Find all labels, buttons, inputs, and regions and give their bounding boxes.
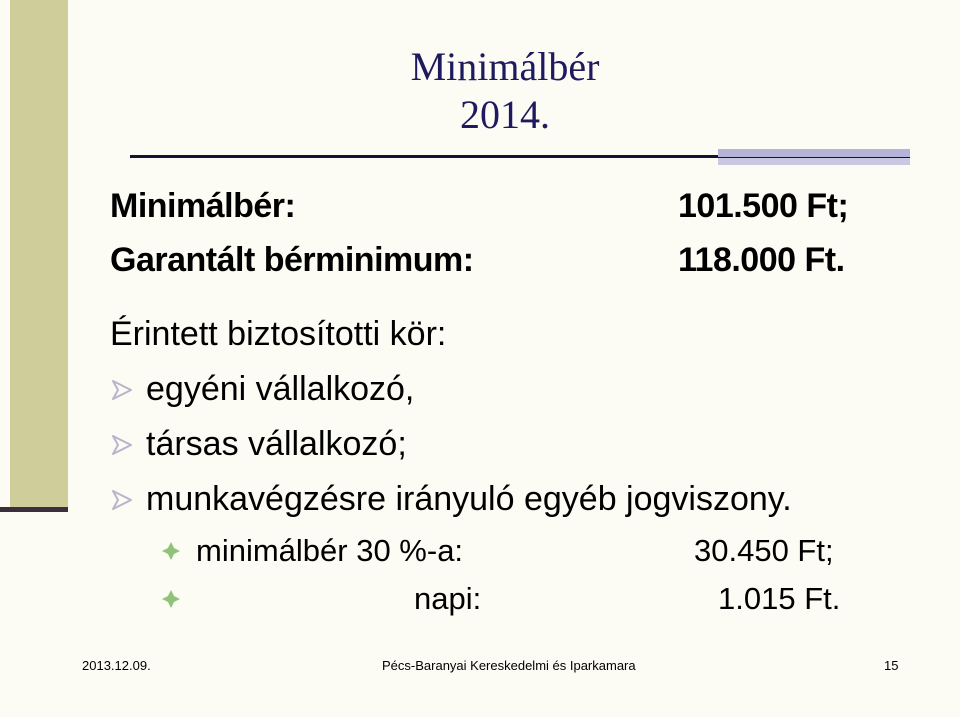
footer-page-number: 15 [884, 658, 899, 673]
diamond-bullet-icon [160, 540, 182, 562]
arrow-bullet-icon [110, 433, 134, 457]
slide-title-line1: Minimálbér [410, 44, 600, 89]
footer-date: 2013.12.09. [82, 658, 151, 673]
title-divider-accent-lower [718, 158, 910, 165]
left-strip-base-line [0, 507, 68, 512]
arrow-bullet-icon [110, 378, 134, 402]
affected-heading: Érintett biztosítotti kör: [110, 315, 447, 353]
diamond-bullet-icon [160, 588, 182, 610]
min-wage-label: Minimálbér: [110, 187, 296, 225]
bullet-item: társas vállalkozó; [146, 425, 407, 463]
bullet-item: munkavégzésre irányuló egyéb jogviszony. [146, 480, 792, 518]
bullet-item: egyéni vállalkozó, [146, 370, 415, 408]
sub-bullet-label: minimálbér 30 %-a: [196, 533, 464, 568]
sub-bullet-label: napi: [414, 581, 482, 616]
sub-bullet-value: 1.015 Ft. [718, 581, 841, 616]
min-wage-value: 101.500 Ft; [678, 187, 849, 225]
slide-title-line2: 2014. [460, 92, 550, 137]
guaranteed-min-label: Garantált bérminimum: [110, 241, 474, 279]
title-divider-accent [718, 149, 910, 157]
footer-organization: Pécs-Baranyai Kereskedelmi és Iparkamara [382, 658, 636, 673]
left-decorative-strip [10, 0, 68, 512]
arrow-bullet-icon [110, 488, 134, 512]
sub-bullet-value: 30.450 Ft; [694, 533, 834, 568]
guaranteed-min-value: 118.000 Ft. [678, 241, 845, 279]
